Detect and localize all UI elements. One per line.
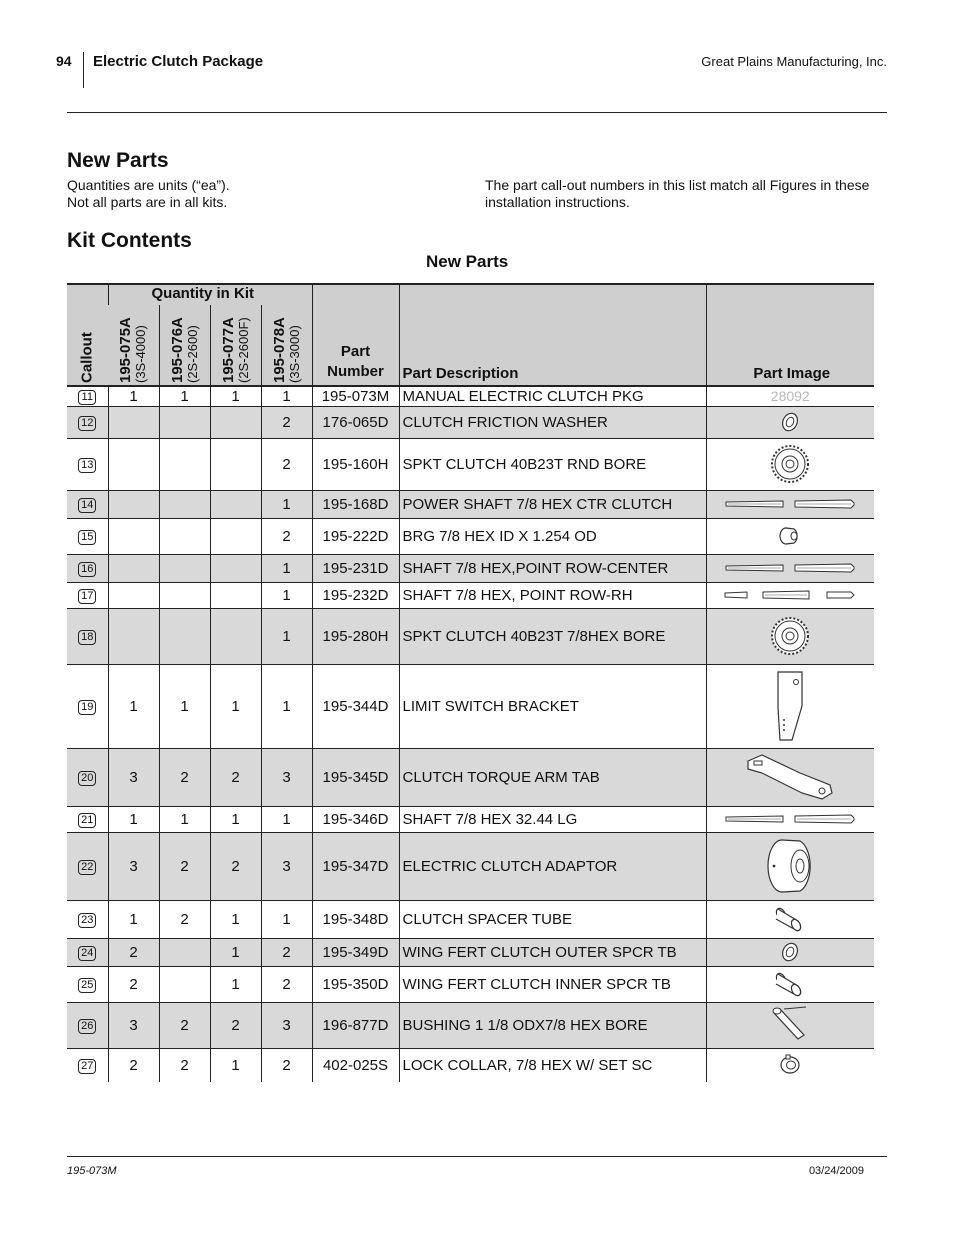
- qty-cell-kit-4: 2: [261, 938, 312, 966]
- qty-cell-kit-2: 1: [159, 664, 210, 748]
- callout-cell: [67, 938, 108, 966]
- quantities-note: Quantities are units (“ea”).: [67, 177, 230, 193]
- part-number-cell: 196-877D: [312, 1002, 399, 1048]
- part-number-cell: 195-345D: [312, 748, 399, 806]
- table-row: [67, 518, 874, 554]
- qty-cell-kit-3: 1: [210, 806, 261, 832]
- qty-cell-kit-2: 2: [159, 900, 210, 938]
- qty-cell-kit-4: 1: [261, 582, 312, 608]
- callout-cell: [67, 664, 108, 748]
- part-number-cell: 195-348D: [312, 900, 399, 938]
- qty-cell-kit-3: 1: [210, 938, 261, 966]
- qty-cell-kit-1: 2: [108, 966, 159, 1002]
- part-image-cell: [706, 518, 874, 554]
- qty-cell-kit-2: [159, 582, 210, 608]
- tube-icon: [707, 905, 875, 933]
- part-image-cell: [706, 438, 874, 490]
- new-parts-heading: New Parts: [67, 149, 169, 172]
- qty-cell-kit-1: 3: [108, 1002, 159, 1048]
- new-parts-note-right: The part call-out numbers in this list match all Figures in these installation instructions.: [485, 177, 870, 210]
- qty-cell-kit-3: 1: [210, 900, 261, 938]
- qty-cell-kit-4: 2: [261, 1048, 312, 1082]
- washer-icon: [707, 941, 875, 963]
- part-image-cell: [706, 554, 874, 582]
- qty-cell-kit-1: [108, 490, 159, 518]
- table-row: [67, 664, 874, 748]
- kits-note: Not all parts are in all kits.: [67, 194, 228, 210]
- callout-cell: [67, 490, 108, 518]
- quantity-in-kit-header: Quantity in Kit: [108, 284, 312, 305]
- qty-cell-kit-3: [210, 406, 261, 438]
- part-number-cell: 402-025S: [312, 1048, 399, 1082]
- qty-cell-kit-3: [210, 608, 261, 664]
- part-number-cell: 195-346D: [312, 806, 399, 832]
- part-description-cell: CLUTCH SPACER TUBE: [399, 900, 706, 938]
- part-number-cell: 195-231D: [312, 554, 399, 582]
- parts-table: [67, 283, 874, 1082]
- qty-cell-kit-3: [210, 438, 261, 490]
- qty-cell-kit-3: [210, 490, 261, 518]
- part-image-header: Part Image: [706, 284, 874, 386]
- qty-cell-kit-2: 2: [159, 1048, 210, 1082]
- qty-cell-kit-3: 2: [210, 1002, 261, 1048]
- callout-number: 12: [78, 416, 96, 431]
- table-row: [67, 406, 874, 438]
- qty-cell-kit-1: 3: [108, 832, 159, 900]
- qty-cell-kit-4: 2: [261, 966, 312, 1002]
- part-number-header: Part Number: [312, 284, 399, 386]
- kit-header-1: 195-075A (3S-4000): [108, 305, 159, 386]
- shaft-icon: [707, 497, 875, 511]
- callout-number: 11: [78, 390, 96, 405]
- page-number: 94: [56, 53, 72, 69]
- part-number-cell: 195-347D: [312, 832, 399, 900]
- qty-cell-kit-4: 2: [261, 406, 312, 438]
- part-image-cell: [706, 582, 874, 608]
- qty-cell-kit-2: 1: [159, 386, 210, 406]
- part-number-cell: 195-073M: [312, 386, 399, 406]
- qty-cell-kit-1: 1: [108, 806, 159, 832]
- qty-cell-kit-1: [108, 554, 159, 582]
- callout-cell: [67, 582, 108, 608]
- table-row: [67, 490, 874, 518]
- qty-cell-kit-1: 1: [108, 900, 159, 938]
- part-image-cell: [706, 406, 874, 438]
- part-description-cell: POWER SHAFT 7/8 HEX CTR CLUTCH: [399, 490, 706, 518]
- table-row: [67, 938, 874, 966]
- company-name: Great Plains Manufacturing, Inc.: [701, 54, 887, 69]
- header-divider: [83, 52, 84, 88]
- header-rule: [67, 112, 887, 113]
- kit-header-3: 195-077A (2S-2600F): [210, 305, 261, 386]
- callout-cell: [67, 966, 108, 1002]
- document-date: 03/24/2009: [808, 1165, 864, 1177]
- callout-cell: [67, 1048, 108, 1082]
- part-image-cell: [706, 1002, 874, 1048]
- table-row: [67, 386, 874, 406]
- part-number-cell: 195-232D: [312, 582, 399, 608]
- qty-cell-kit-1: 2: [108, 938, 159, 966]
- callout-number: 24: [78, 946, 96, 961]
- callout-number: 13: [78, 458, 96, 473]
- callout-number: 15: [78, 530, 96, 545]
- callout-header: Callout: [67, 284, 108, 386]
- image-reference-number: 28092: [770, 387, 810, 404]
- qty-cell-kit-2: [159, 938, 210, 966]
- lock-collar-icon: [707, 1054, 875, 1076]
- part-description-cell: CLUTCH FRICTION WASHER: [399, 406, 706, 438]
- qty-cell-kit-3: [210, 518, 261, 554]
- callout-cell: [67, 748, 108, 806]
- part-description-cell: BRG 7/8 HEX ID X 1.254 OD: [399, 518, 706, 554]
- kit-contents-heading: Kit Contents: [67, 229, 192, 252]
- kit-header-2: 195-076A (2S-2600): [159, 305, 210, 386]
- table-row: [67, 1048, 874, 1082]
- part-number-cell: 176-065D: [312, 406, 399, 438]
- kit-header-4: 195-078A (3S-3000): [261, 305, 312, 386]
- qty-cell-kit-2: [159, 966, 210, 1002]
- qty-cell-kit-2: [159, 608, 210, 664]
- part-image-cell: [706, 966, 874, 1002]
- callout-cell: [67, 1002, 108, 1048]
- part-image-cell: [706, 490, 874, 518]
- callout-cell: [67, 518, 108, 554]
- qty-cell-kit-4: 2: [261, 518, 312, 554]
- callout-cell: [67, 386, 108, 406]
- callout-cell: [67, 900, 108, 938]
- qty-cell-kit-3: 1: [210, 966, 261, 1002]
- qty-cell-kit-2: [159, 554, 210, 582]
- table-row: [67, 832, 874, 900]
- part-image-cell: [706, 748, 874, 806]
- callout-cell: [67, 832, 108, 900]
- qty-cell-kit-1: 1: [108, 386, 159, 406]
- qty-cell-kit-2: 1: [159, 806, 210, 832]
- part-number-cell: 195-160H: [312, 438, 399, 490]
- part-description-cell: SPKT CLUTCH 40B23T RND BORE: [399, 438, 706, 490]
- qty-cell-kit-4: 1: [261, 490, 312, 518]
- qty-cell-kit-4: 3: [261, 832, 312, 900]
- part-description-cell: BUSHING 1 1/8 ODX7/8 HEX BORE: [399, 1002, 706, 1048]
- callout-number: 25: [78, 978, 96, 993]
- callout-number: 19: [78, 700, 96, 715]
- callout-cell: [67, 554, 108, 582]
- qty-cell-kit-2: [159, 518, 210, 554]
- callout-number: 14: [78, 498, 96, 513]
- part-image-cell: [706, 900, 874, 938]
- qty-cell-kit-4: 1: [261, 806, 312, 832]
- qty-cell-kit-2: 2: [159, 832, 210, 900]
- clutch-adaptor-icon: [707, 835, 875, 897]
- qty-cell-kit-2: [159, 438, 210, 490]
- table-row: [67, 1002, 874, 1048]
- part-description-cell: ELECTRIC CLUTCH ADAPTOR: [399, 832, 706, 900]
- callout-number: 27: [78, 1059, 96, 1074]
- part-description-cell: CLUTCH TORQUE ARM TAB: [399, 748, 706, 806]
- qty-cell-kit-4: 2: [261, 438, 312, 490]
- document-number: 195-073M: [67, 1165, 117, 1177]
- bushing-icon: [707, 1005, 875, 1045]
- callout-number: 17: [78, 589, 96, 604]
- shaft-segments-icon: [707, 588, 875, 602]
- shaft-icon: [707, 812, 875, 826]
- washer-icon: [707, 411, 875, 433]
- qty-cell-kit-3: 2: [210, 832, 261, 900]
- sprocket-icon: [707, 611, 875, 661]
- part-number-cell: 195-349D: [312, 938, 399, 966]
- part-image-cell: [706, 1048, 874, 1082]
- callout-number: 20: [78, 771, 96, 786]
- part-description-cell: SPKT CLUTCH 40B23T 7/8HEX BORE: [399, 608, 706, 664]
- shaft-icon: [707, 561, 875, 575]
- part-description-cell: SHAFT 7/8 HEX, POINT ROW-RH: [399, 582, 706, 608]
- bracket-icon: [707, 668, 875, 744]
- callout-number: 26: [78, 1019, 96, 1034]
- qty-cell-kit-1: [108, 438, 159, 490]
- qty-cell-kit-4: 1: [261, 608, 312, 664]
- part-description-cell: SHAFT 7/8 HEX,POINT ROW-CENTER: [399, 554, 706, 582]
- callout-cell: [67, 406, 108, 438]
- part-image-cell: [706, 806, 874, 832]
- qty-cell-kit-4: 3: [261, 748, 312, 806]
- part-number-cell: 195-168D: [312, 490, 399, 518]
- part-image-cell: [706, 664, 874, 748]
- part-number-cell: 195-344D: [312, 664, 399, 748]
- table-row: [67, 900, 874, 938]
- tube-icon: [707, 970, 875, 998]
- qty-cell-kit-1: 2: [108, 1048, 159, 1082]
- table-row: [67, 582, 874, 608]
- callout-number: 23: [78, 913, 96, 928]
- callout-number: 18: [78, 630, 96, 645]
- qty-cell-kit-2: 2: [159, 748, 210, 806]
- part-image-cell: [706, 938, 874, 966]
- part-description-cell: MANUAL ELECTRIC CLUTCH PKG: [399, 386, 706, 406]
- qty-cell-kit-2: [159, 406, 210, 438]
- callout-cell: [67, 608, 108, 664]
- part-image-cell: [706, 832, 874, 900]
- table-row: [67, 438, 874, 490]
- table-row: [67, 806, 874, 832]
- bearing-icon: [707, 524, 875, 548]
- qty-cell-kit-2: [159, 490, 210, 518]
- footer-rule: [67, 1156, 887, 1157]
- section-title: Electric Clutch Package: [93, 53, 264, 70]
- part-image-cell: [706, 386, 874, 406]
- new-parts-note-left: [67, 177, 230, 211]
- part-description-cell: WING FERT CLUTCH INNER SPCR TB: [399, 966, 706, 1002]
- sprocket-icon: [707, 439, 875, 489]
- qty-cell-kit-1: 1: [108, 664, 159, 748]
- part-image-cell: [706, 608, 874, 664]
- qty-cell-kit-1: [108, 518, 159, 554]
- qty-cell-kit-4: 1: [261, 386, 312, 406]
- part-description-cell: LOCK COLLAR, 7/8 HEX W/ SET SC: [399, 1048, 706, 1082]
- qty-cell-kit-4: 1: [261, 900, 312, 938]
- qty-cell-kit-1: [108, 608, 159, 664]
- qty-cell-kit-4: 3: [261, 1002, 312, 1048]
- part-number-cell: 195-280H: [312, 608, 399, 664]
- part-number-cell: 195-222D: [312, 518, 399, 554]
- table-row: [67, 554, 874, 582]
- part-number-cell: 195-350D: [312, 966, 399, 1002]
- qty-cell-kit-4: 1: [261, 554, 312, 582]
- qty-cell-kit-1: [108, 582, 159, 608]
- qty-cell-kit-3: [210, 582, 261, 608]
- callout-cell: [67, 438, 108, 490]
- part-description-header: Part Description: [399, 284, 706, 386]
- callout-number: 16: [78, 562, 96, 577]
- qty-cell-kit-2: 2: [159, 1002, 210, 1048]
- qty-cell-kit-3: 2: [210, 748, 261, 806]
- callout-number: 22: [78, 860, 96, 875]
- part-description-cell: WING FERT CLUTCH OUTER SPCR TB: [399, 938, 706, 966]
- qty-cell-kit-1: [108, 406, 159, 438]
- callout-number: 21: [78, 813, 96, 828]
- part-description-cell: LIMIT SWITCH BRACKET: [399, 664, 706, 748]
- table-row: [67, 748, 874, 806]
- part-description-cell: SHAFT 7/8 HEX 32.44 LG: [399, 806, 706, 832]
- table-row: [67, 608, 874, 664]
- table-title: New Parts: [426, 252, 509, 271]
- qty-cell-kit-3: 1: [210, 664, 261, 748]
- qty-cell-kit-3: 1: [210, 386, 261, 406]
- qty-cell-kit-3: 1: [210, 1048, 261, 1082]
- table-row: [67, 966, 874, 1002]
- qty-cell-kit-1: 3: [108, 748, 159, 806]
- callout-cell: [67, 806, 108, 832]
- qty-cell-kit-4: 1: [261, 664, 312, 748]
- qty-cell-kit-3: [210, 554, 261, 582]
- torque-arm-icon: [707, 751, 875, 803]
